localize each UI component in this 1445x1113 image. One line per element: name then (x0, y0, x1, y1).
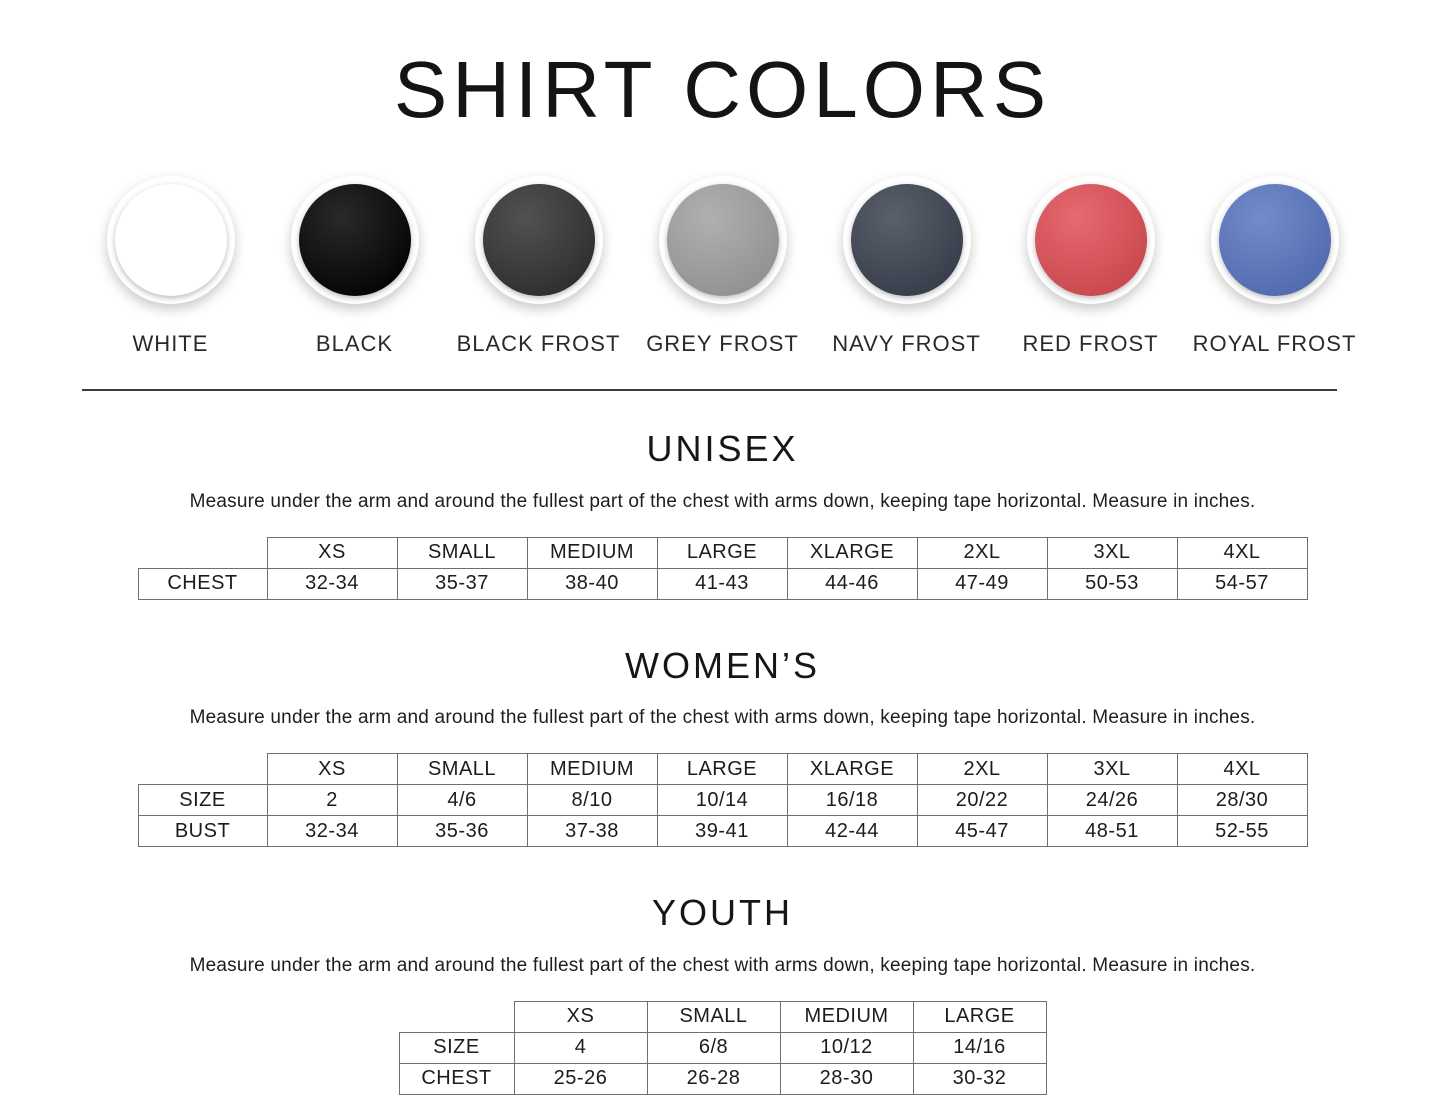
size-column-header: XLARGE (787, 537, 917, 568)
size-cell: 2 (267, 785, 397, 816)
size-cell: 48-51 (1047, 816, 1177, 847)
measure-note: Measure under the arm and around the fullest part of the chest with arms down, keeping tape horizontal. Measure in inches. (189, 490, 1256, 512)
swatch-color-fill (299, 184, 411, 296)
size-column-header: LARGE (657, 537, 787, 568)
size-cell: 39-41 (657, 816, 787, 847)
table-row (399, 1032, 1046, 1063)
swatch-label: GREY FROST (646, 331, 799, 356)
size-cell: 8/10 (527, 785, 657, 816)
divider-line (82, 389, 1337, 391)
row-label: CHEST (399, 1063, 514, 1094)
size-column-header: MEDIUM (780, 1001, 913, 1032)
size-cell: 10/14 (657, 785, 787, 816)
section-youth (0, 893, 1445, 1095)
swatch-item-red-frost (999, 176, 1183, 357)
size-cell: 4 (514, 1032, 647, 1063)
size-column-header: 3XL (1047, 537, 1177, 568)
size-cell: 14/16 (913, 1032, 1046, 1063)
size-cell: 42-44 (787, 816, 917, 847)
size-cell: 25-26 (514, 1063, 647, 1094)
color-swatch-navy-frost[interactable] (843, 176, 971, 304)
size-table-youth (399, 1001, 1047, 1095)
color-swatch-black-frost[interactable] (475, 176, 603, 304)
table-row (138, 785, 1307, 816)
size-cell: 38-40 (527, 568, 657, 599)
measure-note: Measure under the arm and around the fullest part of the chest with arms down, keeping tape horizontal. Measure in inches. (189, 954, 1256, 976)
table-row (138, 568, 1307, 599)
color-swatch-black[interactable] (291, 176, 419, 304)
swatch-item-black-frost (447, 176, 631, 357)
swatch-item-navy-frost (815, 176, 999, 357)
size-cell: 6/8 (647, 1032, 780, 1063)
swatch-item-black (263, 176, 447, 357)
size-cell: 24/26 (1047, 785, 1177, 816)
size-column-header: SMALL (397, 537, 527, 568)
size-column-header: XLARGE (787, 754, 917, 785)
color-swatch-royal-frost[interactable] (1211, 176, 1339, 304)
size-cell: 20/22 (917, 785, 1047, 816)
size-column-header: LARGE (657, 754, 787, 785)
swatch-label: RED FROST (1022, 331, 1159, 356)
section-heading: UNISEX (646, 428, 799, 469)
size-table-women-s (138, 753, 1308, 847)
blank-corner-cell (138, 754, 267, 785)
size-column-header: MEDIUM (527, 754, 657, 785)
size-cell: 28/30 (1177, 785, 1307, 816)
row-label: BUST (138, 816, 267, 847)
size-table-unisex (138, 537, 1308, 600)
swatch-color-fill (115, 184, 227, 296)
size-cell: 35-37 (397, 568, 527, 599)
swatch-row (0, 176, 1445, 357)
size-cell: 47-49 (917, 568, 1047, 599)
measure-note: Measure under the arm and around the fullest part of the chest with arms down, keeping tape horizontal. Measure in inches. (189, 707, 1256, 729)
section-heading: WOMEN’S (625, 644, 820, 686)
swatch-color-fill (483, 184, 595, 296)
size-cell: 35-36 (397, 816, 527, 847)
swatch-label: ROYAL FROST (1192, 331, 1357, 356)
table-header-row (138, 754, 1307, 785)
size-cell: 30-32 (913, 1063, 1046, 1094)
size-cell: 4/6 (397, 785, 527, 816)
color-swatch-red-frost[interactable] (1027, 176, 1155, 304)
swatch-label: BLACK FROST (456, 331, 621, 356)
swatch-color-fill (1035, 184, 1147, 296)
table-header-row (399, 1001, 1046, 1032)
color-swatch-white[interactable] (107, 176, 235, 304)
size-column-header: 4XL (1177, 754, 1307, 785)
swatch-color-fill (667, 184, 779, 296)
size-column-header: LARGE (913, 1001, 1046, 1032)
swatch-item-grey-frost (631, 176, 815, 357)
size-cell: 32-34 (267, 568, 397, 599)
table-row (138, 816, 1307, 847)
size-cell: 37-38 (527, 816, 657, 847)
size-column-header: MEDIUM (527, 537, 657, 568)
size-cell: 44-46 (787, 568, 917, 599)
size-column-header: XS (267, 754, 397, 785)
row-label: SIZE (399, 1032, 514, 1063)
size-cell: 45-47 (917, 816, 1047, 847)
table-header-row (138, 537, 1307, 568)
size-cell: 41-43 (657, 568, 787, 599)
color-swatch-grey-frost[interactable] (659, 176, 787, 304)
swatch-item-royal-frost (1183, 176, 1367, 357)
size-cell: 26-28 (647, 1063, 780, 1094)
row-label: CHEST (138, 568, 267, 599)
size-cell: 10/12 (780, 1032, 913, 1063)
size-cell: 50-53 (1047, 568, 1177, 599)
swatch-label: NAVY FROST (832, 331, 981, 356)
size-cell: 28-30 (780, 1063, 913, 1094)
size-column-header: 2XL (917, 754, 1047, 785)
table-row (399, 1063, 1046, 1094)
blank-corner-cell (138, 537, 267, 568)
size-cell: 16/18 (787, 785, 917, 816)
size-cell: 52-55 (1177, 816, 1307, 847)
section-heading: YOUTH (652, 892, 793, 934)
swatch-item-white (79, 176, 263, 357)
row-label: SIZE (138, 785, 267, 816)
size-cell: 32-34 (267, 816, 397, 847)
blank-corner-cell (399, 1001, 514, 1032)
swatch-label: WHITE (132, 331, 209, 356)
size-column-header: XS (267, 537, 397, 568)
swatch-color-fill (851, 184, 963, 296)
size-cell: 54-57 (1177, 568, 1307, 599)
page-title: SHIRT COLORS (393, 45, 1052, 134)
size-column-header: 4XL (1177, 537, 1307, 568)
size-column-header: SMALL (397, 754, 527, 785)
swatch-color-fill (1219, 184, 1331, 296)
size-chart-sections (0, 429, 1445, 1095)
swatch-label: BLACK (315, 331, 394, 356)
size-column-header: 2XL (917, 537, 1047, 568)
size-column-header: SMALL (647, 1001, 780, 1032)
section-unisex (0, 429, 1445, 600)
size-column-header: 3XL (1047, 754, 1177, 785)
size-column-header: XS (514, 1001, 647, 1032)
section-women-s (0, 646, 1445, 848)
